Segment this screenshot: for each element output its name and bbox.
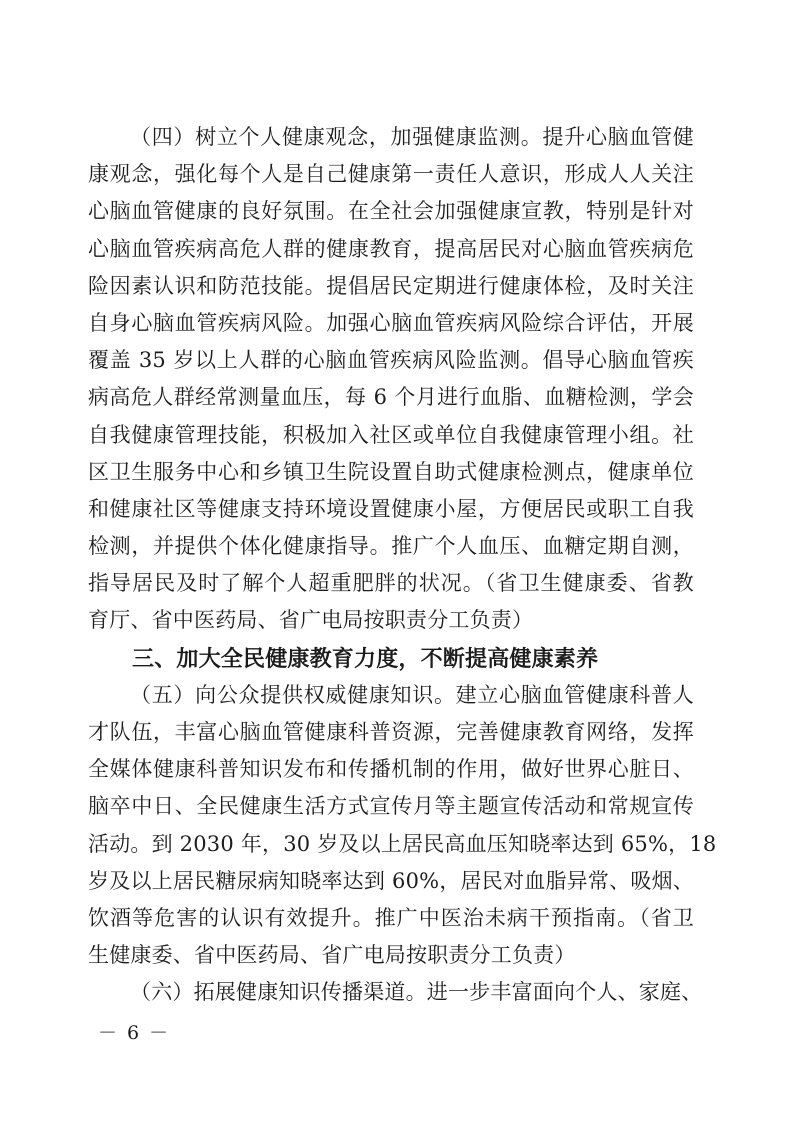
section-3-heading: 三、加大全民健康教育力度，不断提高健康素养 [132, 645, 599, 671]
paragraph-4-line: 区卫生服务中心和乡镇卫生院设置自助式健康检测点，健康单位 [88, 459, 694, 484]
paragraph-4-line: 育厅、省中医药局、省广电局按职责分工负责） [88, 608, 534, 633]
paragraph-4-line: 自我健康管理技能，积极加入社区或单位自我健康管理小组。社 [88, 422, 694, 447]
paragraph-5-line: 生健康委、省中医药局、省广电局按职责分工负责） [88, 943, 576, 968]
paragraph-4-line: 自身心脑血管疾病风险。加强心脑血管疾病风险综合评估，开展 [88, 310, 694, 335]
paragraph-4-line: （四）树立个人健康观念，加强健康监测。提升心脑血管健 [130, 125, 694, 149]
text-block [88, 119, 717, 1012]
paragraph-4-line: 指导居民及时了解个人超重肥胖的状况。（省卫生健康委、省教 [88, 571, 694, 596]
paragraph-4-line: 检测，并提供个体化健康指导。推广个人血压、血糖定期自测， [88, 534, 694, 559]
paragraph-4-line: 险因素认识和防范技能。提倡居民定期进行健康体检，及时关注 [88, 273, 694, 298]
paragraph-4-line: 心脑血管疾病高危人群的健康教育，提高居民对心脑血管疾病危 [88, 236, 694, 261]
paragraph-5-line: 活动。到 2030 年，30 岁及以上居民高血压知晓率达到 65%，18 [88, 831, 717, 856]
paragraph-4-line: 和健康社区等健康支持环境设置健康小屋，方便居民或职工自我 [88, 496, 694, 521]
paragraph-4-line: 心脑血管健康的良好氛围。在全社会加强健康宣教，特别是针对 [88, 199, 694, 224]
paragraph-5-line: 全媒体健康科普知识发布和传播机制的作用，做好世界心脏日、 [88, 757, 694, 782]
paragraph-5-line: 才队伍，丰富心脑血管健康科普资源，完善健康教育网络，发挥 [88, 720, 694, 744]
paragraph-5-line: （五）向公众提供权威健康知识。建立心脑血管健康科普人 [130, 682, 694, 707]
paragraph-5-line: 岁及以上居民糖尿病知晓率达到 60%，居民对血脂异常、吸烟、 [88, 868, 694, 893]
paragraph-5-line: 脑卒中日、全民健康生活方式宣传月等主题宣传活动和常规宣传 [88, 794, 694, 819]
paragraph-4-line: 康观念，强化每个人是自己健康第一责任人意识，形成人人关注 [88, 162, 694, 187]
paragraph-6-line: （六）拓展健康知识传播渠道。进一步丰富面向个人、家庭、 [130, 980, 703, 1005]
paragraph-4-line: 病高危人群经常测量血压，每 6 个月进行血脂、血糖检测，学会 [88, 385, 694, 410]
paragraph-4-line: 覆盖 35 岁以上人群的心脑血管疾病风险监测。倡导心脑血管疾 [88, 348, 694, 373]
paragraph-5-line: 饮酒等危害的认识有效提升。推广中医治未病干预指南。（省卫 [88, 905, 694, 930]
page-number: － 6 － [98, 1022, 171, 1044]
